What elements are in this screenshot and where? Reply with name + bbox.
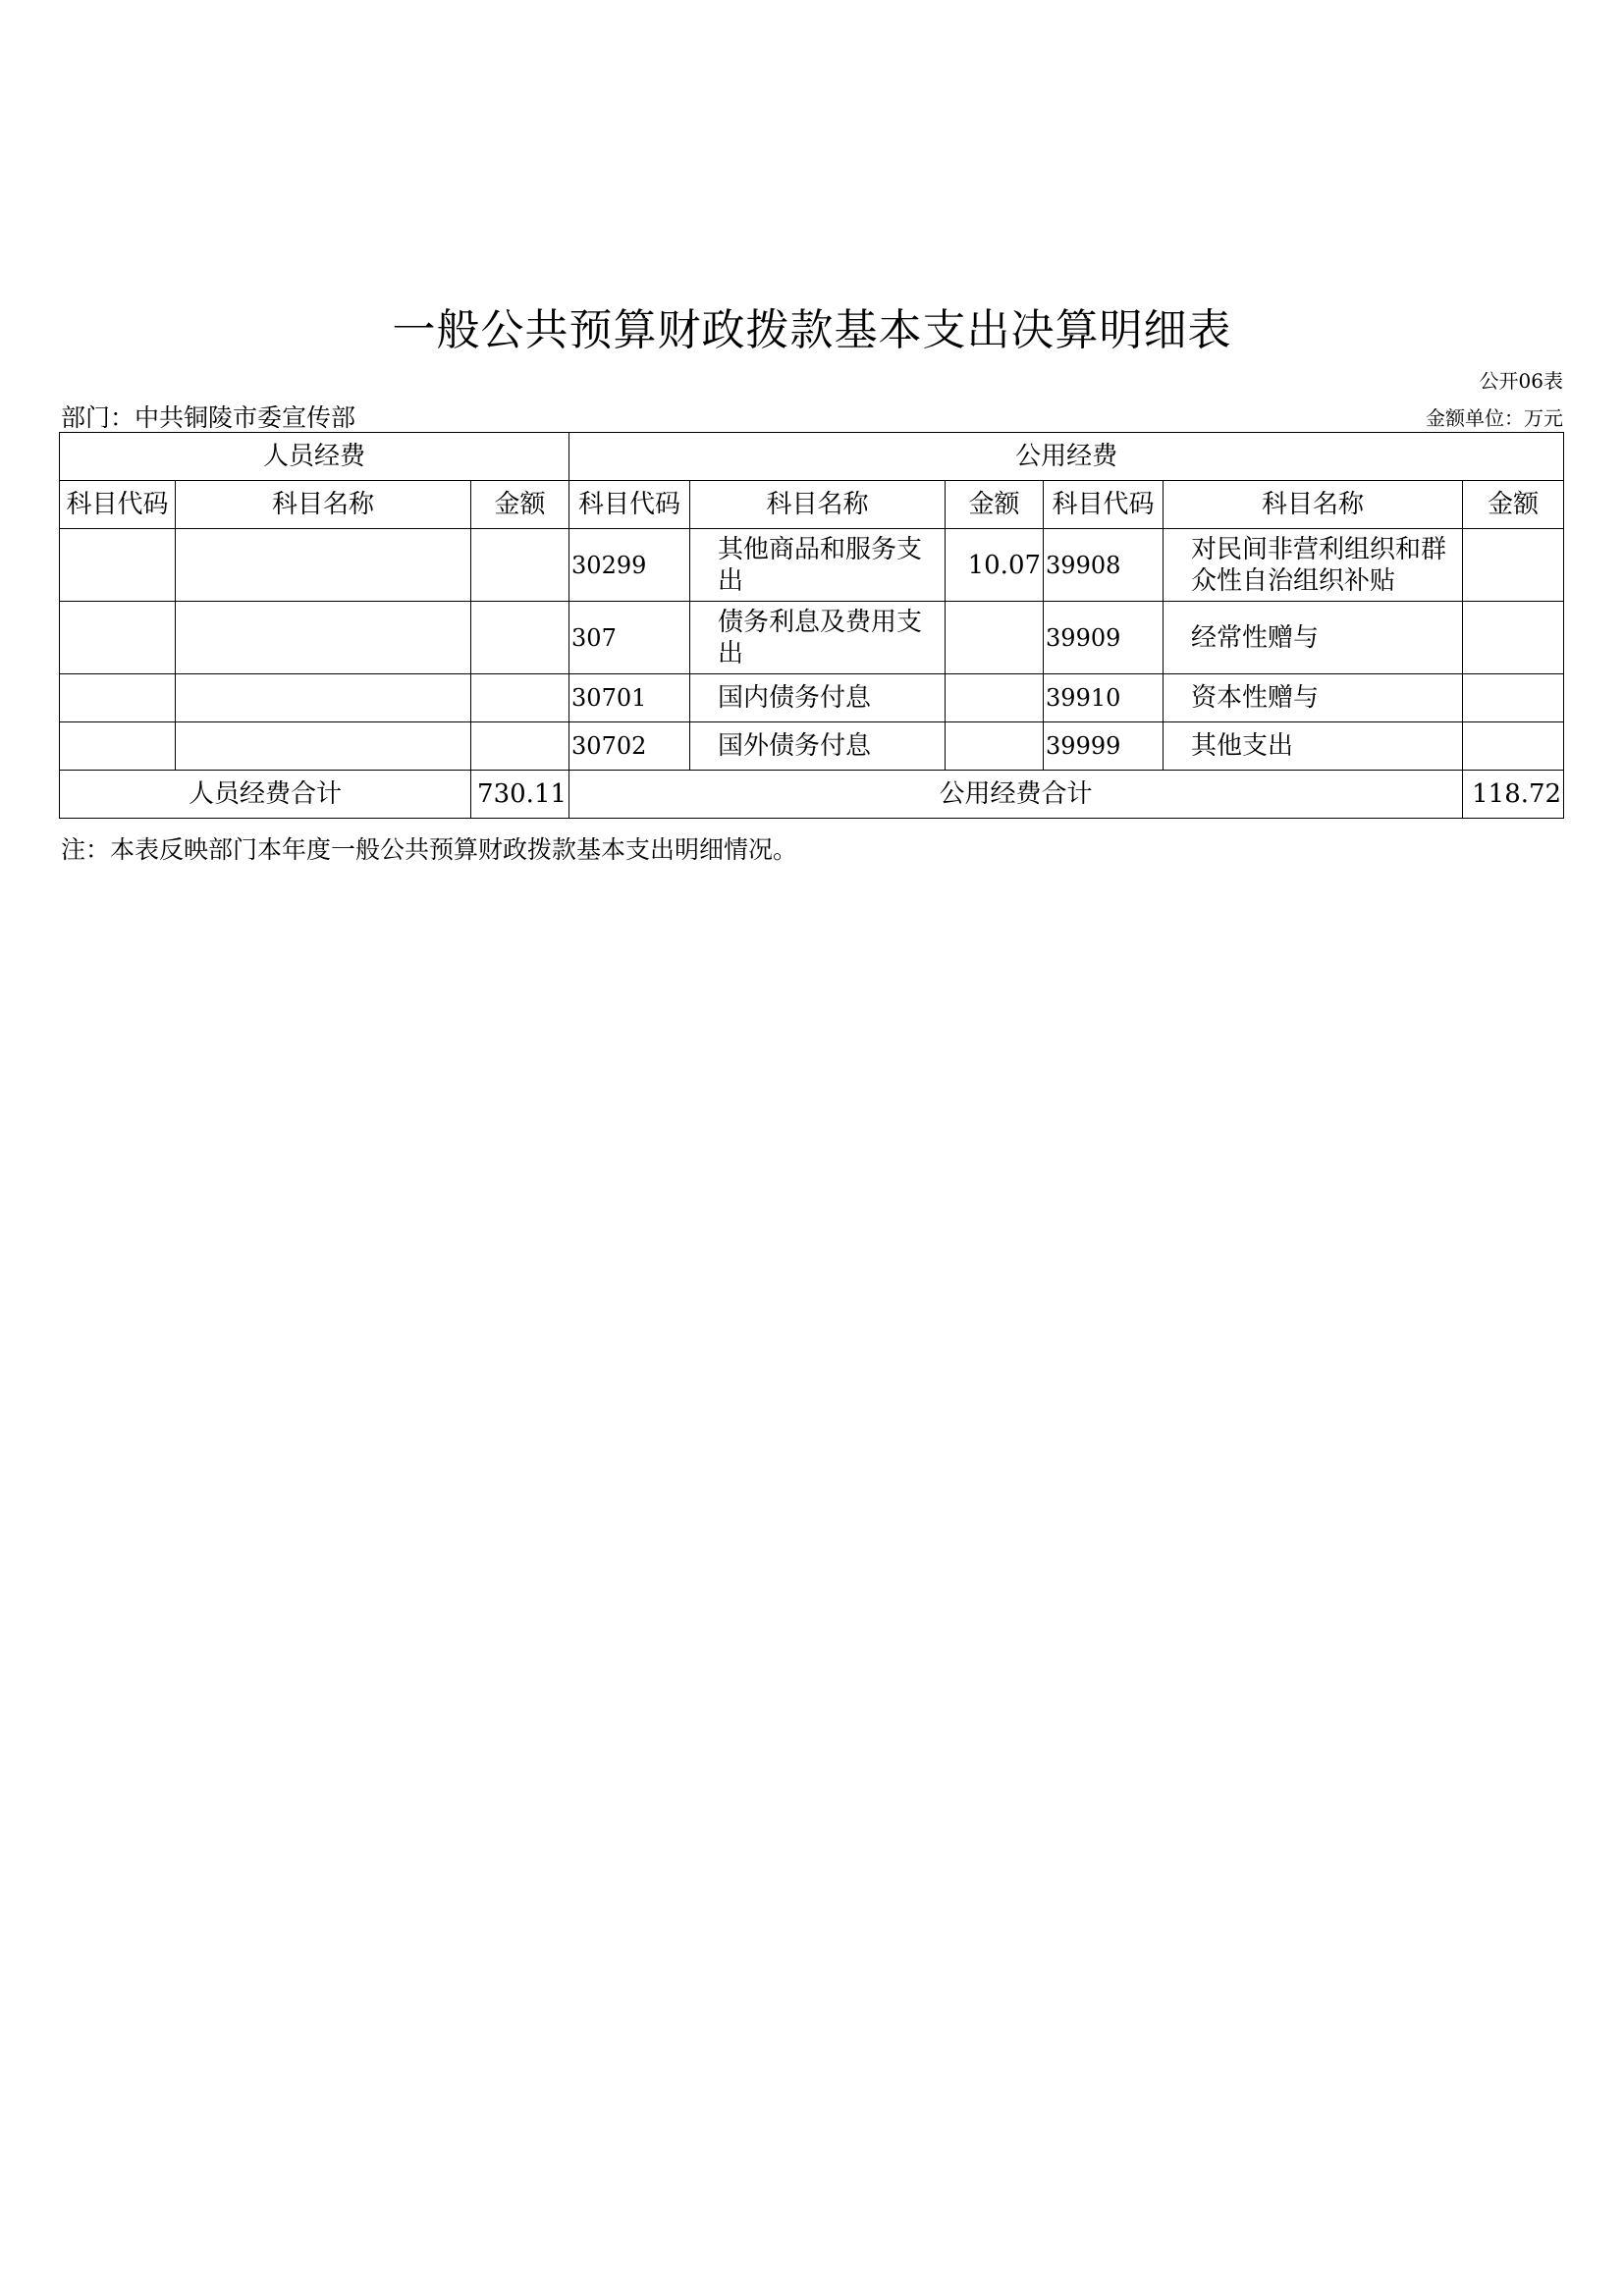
table-cell [471, 602, 569, 674]
table-cell [471, 674, 569, 722]
table-cell [60, 674, 176, 722]
table-cell: 国内债务付息 [690, 674, 946, 722]
department-label: 部门：中共铜陵市委宣传部 [61, 403, 356, 432]
table-cell: 其他商品和服务支出 [690, 529, 946, 602]
unit-label: 金额单位：万元 [1426, 406, 1563, 430]
table-cell: 10.07 [946, 529, 1044, 602]
page-title: 一般公共预算财政拨款基本支出决算明细表 [392, 305, 1232, 355]
table-cell [176, 529, 471, 602]
table-cell: 对民间非营利组织和群众性自治组织补贴 [1164, 529, 1463, 602]
personnel-total-value: 730.11 [471, 771, 569, 819]
table-cell [60, 529, 176, 602]
table-row [60, 602, 1564, 674]
table-cell [471, 722, 569, 771]
group-header-public: 公用经费 [569, 433, 1564, 481]
group-header-row [60, 433, 1564, 481]
expenditure-table [59, 432, 1564, 819]
column-header: 科目代码 [569, 481, 690, 529]
table-cell [946, 674, 1044, 722]
table-cell: 其他支出 [1164, 722, 1463, 771]
table-cell: 39909 [1044, 602, 1164, 674]
table-cell [1463, 529, 1564, 602]
table-cell: 国外债务付息 [690, 722, 946, 771]
table-cell [176, 602, 471, 674]
column-header: 金额 [946, 481, 1044, 529]
table-cell: 30701 [569, 674, 690, 722]
table-cell: 39999 [1044, 722, 1164, 771]
table-row [60, 674, 1564, 722]
personnel-total-label: 人员经费合计 [60, 771, 471, 819]
public-total-value: 118.72 [1463, 771, 1564, 819]
column-header: 科目名称 [1164, 481, 1463, 529]
column-header: 金额 [1463, 481, 1564, 529]
table-cell: 资本性赠与 [1164, 674, 1463, 722]
table-cell [60, 722, 176, 771]
table-cell: 30702 [569, 722, 690, 771]
table-cell [946, 602, 1044, 674]
footnote: 注：本表反映部门本年度一般公共预算财政拨款基本支出明细情况。 [61, 835, 798, 864]
column-header: 科目代码 [1044, 481, 1164, 529]
totals-row [60, 771, 1564, 819]
form-number: 公开06表 [1479, 369, 1563, 393]
public-total-label: 公用经费合计 [569, 771, 1463, 819]
table-cell [946, 722, 1044, 771]
table-cell [1463, 674, 1564, 722]
table-cell [176, 674, 471, 722]
table-cell [176, 722, 471, 771]
table-cell [471, 529, 569, 602]
column-header: 科目代码 [60, 481, 176, 529]
group-header-personnel: 人员经费 [60, 433, 569, 481]
column-header: 金额 [471, 481, 569, 529]
column-header: 科目名称 [690, 481, 946, 529]
table-cell [60, 602, 176, 674]
column-header-row [60, 481, 1564, 529]
column-header: 科目名称 [176, 481, 471, 529]
table-cell: 30299 [569, 529, 690, 602]
table-cell: 307 [569, 602, 690, 674]
table-row [60, 529, 1564, 602]
table-cell: 债务利息及费用支出 [690, 602, 946, 674]
table-cell: 39910 [1044, 674, 1164, 722]
table-cell: 39908 [1044, 529, 1164, 602]
table-cell [1463, 722, 1564, 771]
table-cell: 经常性赠与 [1164, 602, 1463, 674]
table-cell [1463, 602, 1564, 674]
table-row [60, 722, 1564, 771]
